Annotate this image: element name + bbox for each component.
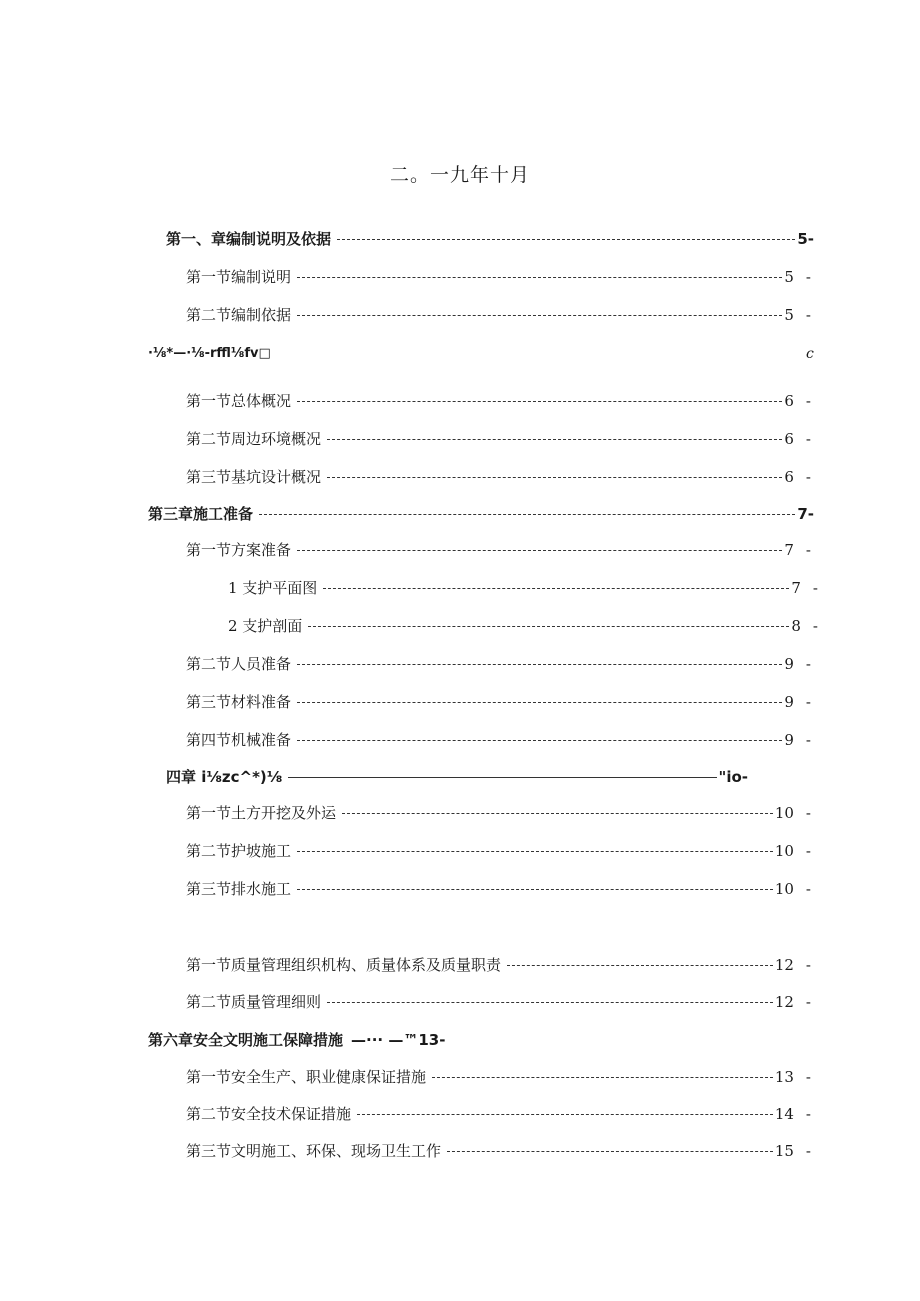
toc-trail: - bbox=[805, 268, 811, 286]
toc-trail: - bbox=[805, 306, 811, 324]
toc-section-1-1[interactable] bbox=[186, 265, 811, 289]
toc-page: 12 bbox=[774, 993, 794, 1011]
toc-label: 第一节土方开挖及外运 bbox=[186, 804, 337, 822]
toc-chapter-1[interactable] bbox=[166, 227, 814, 251]
toc-section-2-1[interactable] bbox=[186, 389, 811, 413]
dot-leader bbox=[297, 315, 782, 316]
toc-page: 6 bbox=[784, 392, 794, 410]
toc-chapter-3[interactable] bbox=[148, 502, 814, 526]
toc-trail: - bbox=[805, 731, 811, 749]
toc-chapter-6[interactable] bbox=[148, 1028, 568, 1052]
toc-trail: - bbox=[805, 655, 811, 673]
toc-trail: - bbox=[805, 880, 811, 898]
dot-leader bbox=[323, 588, 789, 589]
toc-section-1-2[interactable] bbox=[186, 303, 811, 327]
toc-section-4-1[interactable] bbox=[186, 801, 811, 825]
dot-leader bbox=[342, 813, 773, 814]
toc-label: 第四节机械准备 bbox=[186, 731, 292, 749]
toc-trail: - bbox=[805, 1142, 811, 1160]
toc-page: 10 bbox=[774, 842, 794, 860]
toc-label: 第一节方案准备 bbox=[186, 541, 292, 559]
toc-chapter-2[interactable] bbox=[148, 342, 548, 366]
toc-trail: - bbox=[805, 956, 811, 974]
dot-leader bbox=[297, 702, 782, 703]
toc-trail: - bbox=[805, 842, 811, 860]
dot-leader bbox=[327, 1002, 773, 1003]
toc-page: 7- bbox=[797, 505, 814, 523]
toc-page: 12 bbox=[774, 956, 794, 974]
toc-label: 第二节人员准备 bbox=[186, 655, 292, 673]
toc-label: 第三节材料准备 bbox=[186, 693, 292, 711]
toc-page: 14 bbox=[774, 1105, 794, 1123]
toc-page: 9 bbox=[784, 693, 794, 711]
toc-page: 13 bbox=[774, 1068, 794, 1086]
toc-label: 第二节编制依据 bbox=[186, 306, 292, 324]
dot-leader bbox=[327, 439, 782, 440]
toc-trail: - bbox=[805, 541, 811, 559]
dot-leader bbox=[507, 965, 773, 966]
toc-page: 5 bbox=[784, 306, 794, 324]
toc-page: 6 bbox=[784, 430, 794, 448]
dot-leader bbox=[432, 1077, 773, 1078]
toc-section-3-2[interactable] bbox=[186, 652, 811, 676]
dot-leader bbox=[297, 889, 773, 890]
toc-page: 8 bbox=[791, 617, 801, 635]
toc-page: 6 bbox=[784, 468, 794, 486]
toc-page: 9 bbox=[784, 731, 794, 749]
toc-label: 第三节文明施工、环保、现场卫生工作 bbox=[186, 1142, 442, 1160]
toc-trail: - bbox=[805, 804, 811, 822]
toc-chapter-4[interactable] bbox=[166, 765, 748, 789]
toc-label: 第二节周边环境概况 bbox=[186, 430, 322, 448]
toc-label: 第一节质量管理组织机构、质量体系及质量职责 bbox=[186, 956, 502, 974]
dot-leader bbox=[297, 401, 782, 402]
toc-trail: - bbox=[805, 1105, 811, 1123]
document-date: 二。一九年十月 bbox=[389, 164, 530, 186]
toc-subsection-3-1-2[interactable] bbox=[228, 614, 818, 638]
toc-label: 第六章安全文明施工保障措施 bbox=[148, 1031, 344, 1049]
toc-section-4-2[interactable] bbox=[186, 839, 811, 863]
toc-label: 第二节护坡施工 bbox=[186, 842, 292, 860]
toc-section-3-4[interactable] bbox=[186, 728, 811, 752]
dot-leader bbox=[288, 777, 716, 778]
toc-section-3-1[interactable] bbox=[186, 538, 811, 562]
toc-trail: - bbox=[805, 993, 811, 1011]
toc-section-5-1[interactable] bbox=[186, 953, 811, 977]
dot-leader bbox=[297, 740, 782, 741]
toc-chapter-2-mark: c bbox=[806, 346, 814, 362]
toc-page: 10 bbox=[774, 880, 794, 898]
toc-trail: - bbox=[805, 1068, 811, 1086]
toc-label: 第一节编制说明 bbox=[186, 268, 292, 286]
toc-trail: - bbox=[812, 617, 818, 635]
dot-leader bbox=[357, 1114, 773, 1115]
dot-leader bbox=[297, 550, 782, 551]
dot-leader bbox=[297, 277, 782, 278]
toc-label: 第一、章编制说明及依据 bbox=[166, 230, 332, 248]
toc-label: 第一节安全生产、职业健康保证措施 bbox=[186, 1068, 427, 1086]
toc-page: 10 bbox=[774, 804, 794, 822]
toc-section-6-1[interactable] bbox=[186, 1065, 811, 1089]
toc-page: 7 bbox=[784, 541, 794, 559]
toc-label: 第三节基坑设计概况 bbox=[186, 468, 322, 486]
toc-label: 2 支护剖面 bbox=[228, 617, 303, 635]
toc-trail: - bbox=[805, 392, 811, 410]
toc-section-6-2[interactable] bbox=[186, 1102, 811, 1126]
toc-page: 7 bbox=[791, 579, 801, 597]
toc-section-2-3[interactable] bbox=[186, 465, 811, 489]
toc-trail: - bbox=[805, 693, 811, 711]
toc-label: 第二节质量管理细则 bbox=[186, 993, 322, 1011]
toc-label: 1 支护平面图 bbox=[228, 579, 318, 597]
toc-page: 15 bbox=[774, 1142, 794, 1160]
toc-page: 5- bbox=[797, 230, 814, 248]
dot-leader bbox=[447, 1151, 773, 1152]
toc-page: 9 bbox=[784, 655, 794, 673]
toc-section-3-3[interactable] bbox=[186, 690, 811, 714]
dot-leader bbox=[259, 514, 795, 515]
toc-label: 第三节排水施工 bbox=[186, 880, 292, 898]
toc-subsection-3-1-1[interactable] bbox=[228, 576, 818, 600]
dot-leader bbox=[308, 626, 789, 627]
toc-section-2-2[interactable] bbox=[186, 427, 811, 451]
toc-section-4-3[interactable] bbox=[186, 877, 811, 901]
dot-leader bbox=[297, 664, 782, 665]
toc-label: ·⅛*—·⅛-rffl⅛fv□ bbox=[148, 346, 271, 361]
toc-label: 四章 i⅛zc^*)⅛ bbox=[166, 768, 283, 786]
toc-trail: - bbox=[805, 468, 811, 486]
toc-section-5-2[interactable] bbox=[186, 990, 811, 1014]
toc-label: 第二节安全技术保证措施 bbox=[186, 1105, 352, 1123]
dot-leader bbox=[297, 851, 773, 852]
dot-leader bbox=[337, 239, 795, 240]
toc-label: 第一节总体概况 bbox=[186, 392, 292, 410]
toc-page: "io- bbox=[718, 768, 748, 786]
toc-section-6-3[interactable] bbox=[186, 1139, 811, 1163]
toc-page: —··· —™13- bbox=[351, 1031, 446, 1049]
toc-label: 第三章施工准备 bbox=[148, 505, 254, 523]
toc-trail: - bbox=[805, 430, 811, 448]
toc-page: 5 bbox=[784, 268, 794, 286]
toc-trail: - bbox=[812, 579, 818, 597]
dot-leader bbox=[327, 477, 782, 478]
